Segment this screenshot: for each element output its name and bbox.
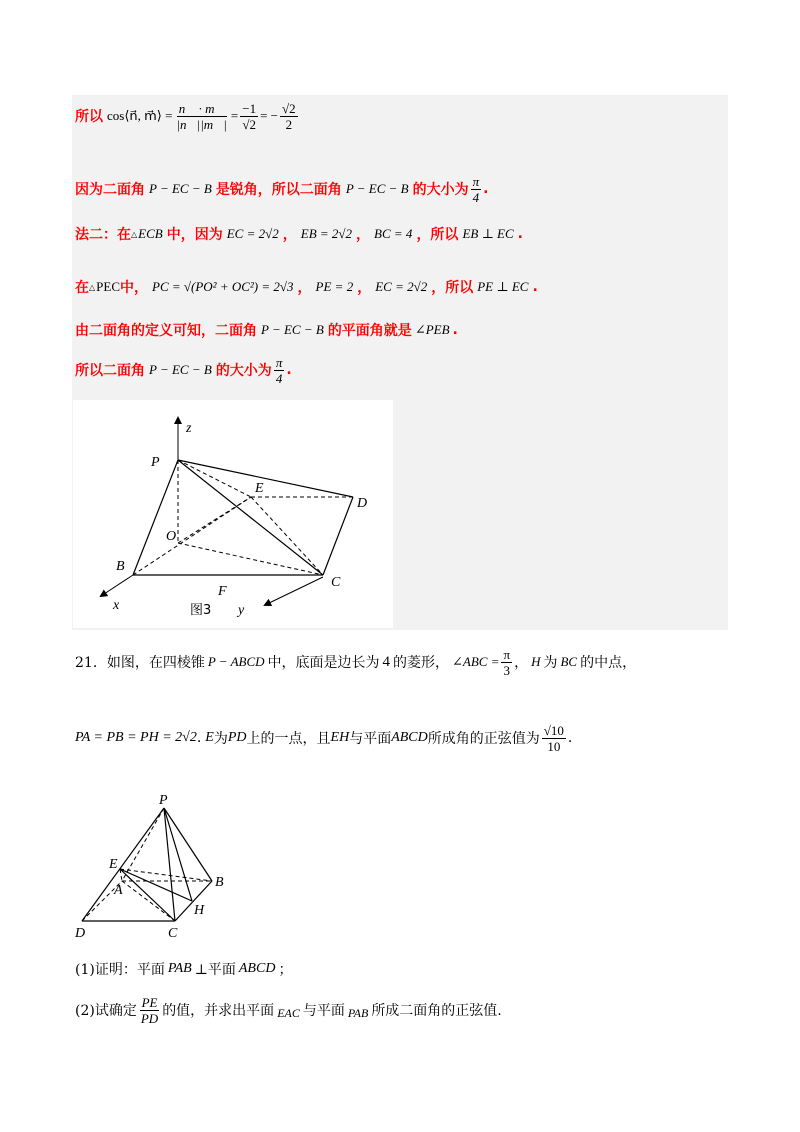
text: 上的一点，且 [246, 731, 331, 747]
solution-line-5 [75, 318, 458, 342]
math: EC = 2√2 [375, 279, 428, 294]
text: 的菱形， [393, 655, 450, 671]
text: 的大小为 [412, 182, 469, 198]
math: ECB [138, 226, 163, 241]
math: EH [330, 730, 350, 745]
fraction: $\frac{\pi}{4}$ [275, 354, 283, 386]
text: ， [357, 280, 372, 296]
solution-line-6 [75, 352, 292, 388]
math: P − EC − B [261, 322, 324, 337]
math: EB = 2√2 [300, 226, 353, 241]
figure-caption: 图3 [190, 603, 212, 618]
text: . [567, 730, 573, 746]
text: . [483, 181, 489, 197]
label-A: A [114, 883, 123, 898]
figure-21 [72, 790, 232, 940]
label-z: z [186, 421, 192, 436]
text: . [517, 226, 523, 242]
label-P: P [151, 455, 160, 470]
solution-line-1: 所以 cos⟨n⃗, m⃗⟩ = $\frac{n⃗ \cdot m⃗}{|n⃗||m⃗|}$ = $\frac{-1}{√2}$ = − $\frac{√2}{2}$ [75, 100, 296, 132]
edge-PB [133, 460, 178, 575]
label-F: F [218, 584, 227, 599]
question-1 [75, 958, 292, 980]
text: ， [297, 280, 312, 296]
math: ABCD [238, 961, 276, 976]
fraction: $\frac{-1}{√2}$ [242, 100, 257, 132]
text: ， [282, 227, 297, 243]
math: P − EC − B [345, 181, 409, 196]
triangle-symbol: △ [89, 282, 96, 292]
text: 为 [213, 731, 228, 747]
math: BC [560, 654, 578, 669]
text: 的平面角就是 [327, 323, 412, 339]
math: ∠ABC = [452, 654, 500, 669]
text: ， [514, 655, 529, 671]
math: EAC [277, 1005, 300, 1020]
math: H [531, 654, 541, 669]
fraction: $\frac{PE}{PD}$ [140, 994, 159, 1026]
math: 4 [382, 653, 391, 670]
math: PC = √(PO² + OC²) = 2√3 [152, 279, 294, 294]
math: ∠PEB [414, 322, 450, 337]
label-E: E [109, 857, 118, 872]
text: 与平面 [349, 731, 392, 747]
label-C: C [168, 926, 178, 940]
math: = − [260, 108, 278, 123]
edge-DC [323, 497, 353, 575]
edge-PC [178, 460, 323, 575]
text: 21．如图，在四棱锥 [75, 655, 205, 671]
label-B: B [215, 875, 224, 890]
text: ，所以 [416, 227, 459, 243]
solution-line-3 [75, 222, 523, 246]
label-C: C [331, 575, 341, 590]
text: ⊥平面 [194, 962, 236, 978]
text: 所以 [75, 109, 103, 125]
text: 由二面角的定义可知，二面角 [75, 323, 257, 339]
y-axis [265, 577, 323, 605]
fraction: $\frac{√2}{2}$ [282, 100, 296, 132]
label-H: H [194, 903, 205, 918]
text: 因为二面角 [75, 182, 145, 198]
text: 所以二面角 [75, 363, 145, 379]
x-axis [101, 575, 133, 596]
text: (2)试确定 [75, 1003, 137, 1019]
figure-3-diagram [73, 400, 393, 628]
math: BC = 4 [374, 226, 413, 241]
text: ； [278, 962, 293, 978]
triangle-symbol: △ [131, 229, 138, 239]
figure-21-diagram [72, 790, 232, 940]
fraction: $\frac{\pi}{3}$ [503, 646, 511, 678]
figure-3 [73, 400, 393, 628]
text: 中，因为 [166, 227, 223, 243]
math: PD [227, 730, 247, 745]
hidden-edges [133, 460, 353, 575]
question-2 [75, 992, 502, 1028]
math: PAB [347, 1005, 369, 1020]
fraction: $\frac{√10}{10}$ [543, 722, 564, 754]
math: P − EC − B [149, 181, 212, 196]
text: (1)证明：平面 [75, 962, 165, 978]
visible-edges [82, 808, 212, 921]
math: PE = 2 [315, 279, 354, 294]
text: 所成角的正弦值为 [427, 731, 540, 747]
text: . [196, 730, 202, 746]
text: 是锐角，所以二面角 [215, 182, 342, 198]
label-P: P [159, 793, 168, 808]
label-x: x [113, 598, 120, 613]
math: cos⟨n⃗, m⃗⟩ = [107, 108, 173, 123]
fraction: $\frac{\pi}{4}$ [472, 173, 480, 205]
text: 所成二面角的正弦值. [371, 1003, 502, 1019]
label-D: D [75, 926, 86, 940]
text: 中， [120, 280, 148, 296]
problem-21-line-1 [75, 645, 636, 679]
text: 与平面 [302, 1003, 345, 1019]
text: 的值，并求出平面 [162, 1003, 275, 1019]
math: EB ⊥ EC [462, 226, 514, 241]
math: PEC [96, 279, 120, 294]
math: ABCD [391, 730, 428, 745]
hidden-edges [82, 808, 212, 921]
text: ， [356, 227, 371, 243]
label-E: E [255, 481, 264, 496]
label-O: O [166, 529, 177, 544]
text: 的中点， [580, 655, 637, 671]
text: . [286, 362, 292, 378]
math: PAB [167, 961, 192, 976]
text: 为 [543, 655, 558, 671]
edge-PD [178, 460, 353, 497]
text: 中，底面是边长为 [267, 655, 380, 671]
solution-line-2 [75, 172, 488, 206]
text: 在 [75, 280, 89, 296]
label-y: y [238, 603, 245, 618]
math: P − EC − B [149, 362, 212, 377]
problem-21-line-2 [75, 716, 572, 760]
label-B: B [116, 559, 125, 574]
text: . [452, 322, 458, 338]
text: ，所以 [431, 280, 474, 296]
solution-line-4 [75, 274, 538, 300]
math: PA = PB = PH = 2√2 [75, 730, 197, 745]
text: . [532, 279, 538, 295]
math: P − ABCD [207, 654, 265, 669]
fraction: $\frac{n⃗ \cdot m⃗}{|n⃗||m⃗|}$ [176, 100, 227, 132]
text: 的大小为 [215, 363, 272, 379]
label-D: D [357, 496, 368, 511]
math: E [205, 730, 214, 745]
text: 法二：在 [75, 227, 131, 243]
math: EC = 2√2 [226, 226, 279, 241]
math: PE ⊥ EC [477, 279, 529, 294]
